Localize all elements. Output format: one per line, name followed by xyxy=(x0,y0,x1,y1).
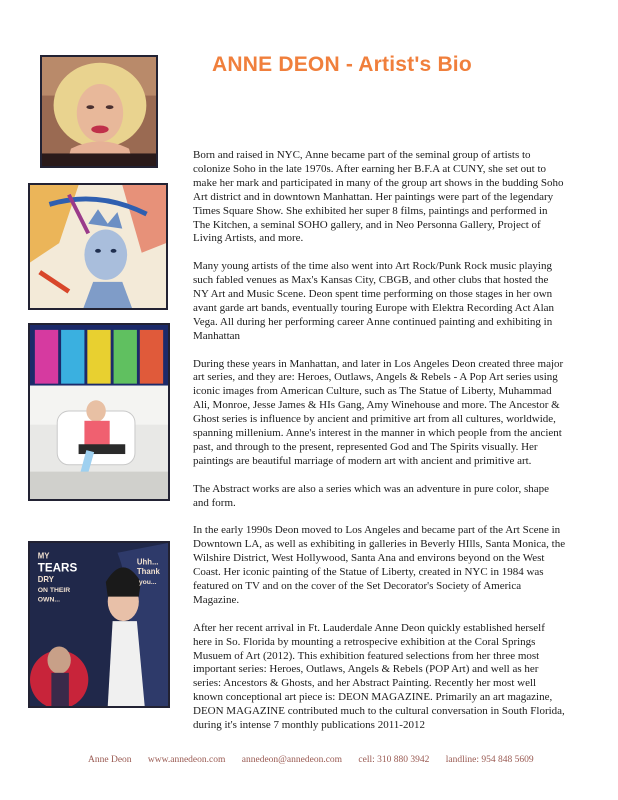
footer-contact xyxy=(88,755,588,765)
footer-website-link[interactable]: www.annedeon.com xyxy=(147,755,226,765)
painting-text-left-4: ON THEIR xyxy=(37,586,71,594)
bio-paragraph: Many young artists of the time also went into Art Rock/Punk Rock music playing such fabled venues as Max's Kansas City, CBGB, and other clubs that hosted the NY Art and Music Scene. Deon spent time performing on those stages in her own avant garde art bands, eventually touring Europe with Elektra Recording Act Alan Vega. All during her performing career Anne continued painting and exhibiting in Manhattan xyxy=(193,260,555,342)
footer-cell: cell: 310 880 3942 xyxy=(358,755,430,765)
bio-paragraph: After her recent arrival in Ft. Lauderdale Anne Deon quickly established herself here in So. Florida by mounting a retrospecive exhibition at the Coral Springs Musuem of Art (2012). This exhibition featured selections from her three most important series: Heroes, Outlaws, Angels & Rebels (POP Art) and well as her series: Ancestors & Ghosts, and her Abstract Painting. Recently her most well known conceptional art piece is: DEON MAGAZINE. Primarily an art magazine, DEON MAGAZINE contributed much to the cultural conversation in South Florida, during it's intense 7 monthly publications 2011-2012 xyxy=(193,621,565,732)
bio-paragraph: In the early 1990s Deon moved to Los Angeles and became part of the Art Scene in Downtown LA, as well as exhibiting in galleries in Beverly HIlls, Santa Monica, the Wilshire District, West Hollywood, Santa Ana and environs beyond on the West Coast. Her iconic painting of the Statue of Liberty, created in NYC in 1984 was featured on TV and on the cover of the Set Decorator's Society of America Magazine. xyxy=(193,524,566,606)
pop-art-painting xyxy=(28,541,170,708)
painting-text-left-2: TEARS xyxy=(37,561,78,575)
footer-name: Anne Deon xyxy=(88,755,132,765)
bio-paragraph: During these years in Manhattan, and later in Los Angeles Deon created three major art series, and they are: Heroes, Outlaws, Angels & Rebels - A Pop Art series using iconic images from American Culture, such as The Statue of Liberty, Muhammad Ali, Monroe, Jesse James & HIs Gang, Amy Winehouse and more. The Ancestor & Ghost series is influence by ancient and primitive art from all cultures, worldwide, spanning millenium. Anne's interest in the manner in which people from the ancient past, and through to the present, represented God and The Spirits visually. Her paintings are beautiful marriage of modern art with ancient and primitive art. xyxy=(193,357,564,467)
page-title: ANNE DEON - Artist's Bio xyxy=(212,53,472,76)
painting-text-left-5: OWN... xyxy=(37,596,61,604)
painting-text-left-3: DRY xyxy=(37,575,54,585)
painting-text-right-2: Thank xyxy=(136,567,160,577)
bio-paragraph: Born and raised in NYC, Anne became part of the seminal group of artists to colonize Soho in the late 1970s. After earning her B.F.A at CUNY, she set out to make her mark and participated in many of the group art shows in the budding Soho Art district and in downtown Manhattan. Her paintings were part of the legendary Times Square Show. She exhibited her super 8 films, paintings and performed in The Kitchen, a seminal SOHO gallery, and in Neo Personna Gallery, Project of Living Artists, and more. xyxy=(193,149,564,245)
footer-landline: landline: 954 848 5609 xyxy=(445,755,534,765)
painting-text-left-1: MY xyxy=(37,551,50,561)
statue-of-liberty-painting xyxy=(28,183,168,310)
bio-text xyxy=(193,149,566,747)
painting-text-right-3: you... xyxy=(138,578,157,586)
artist-studio-photo xyxy=(28,323,170,501)
bio-paragraph: The Abstract works are also a series which was an adventure in pure color, shape and form. xyxy=(193,482,550,509)
portrait-photo xyxy=(40,55,158,168)
footer-email-link[interactable]: annedeon@annedeon.com xyxy=(241,755,343,765)
painting-text-right-1: Uhh... xyxy=(136,557,159,567)
